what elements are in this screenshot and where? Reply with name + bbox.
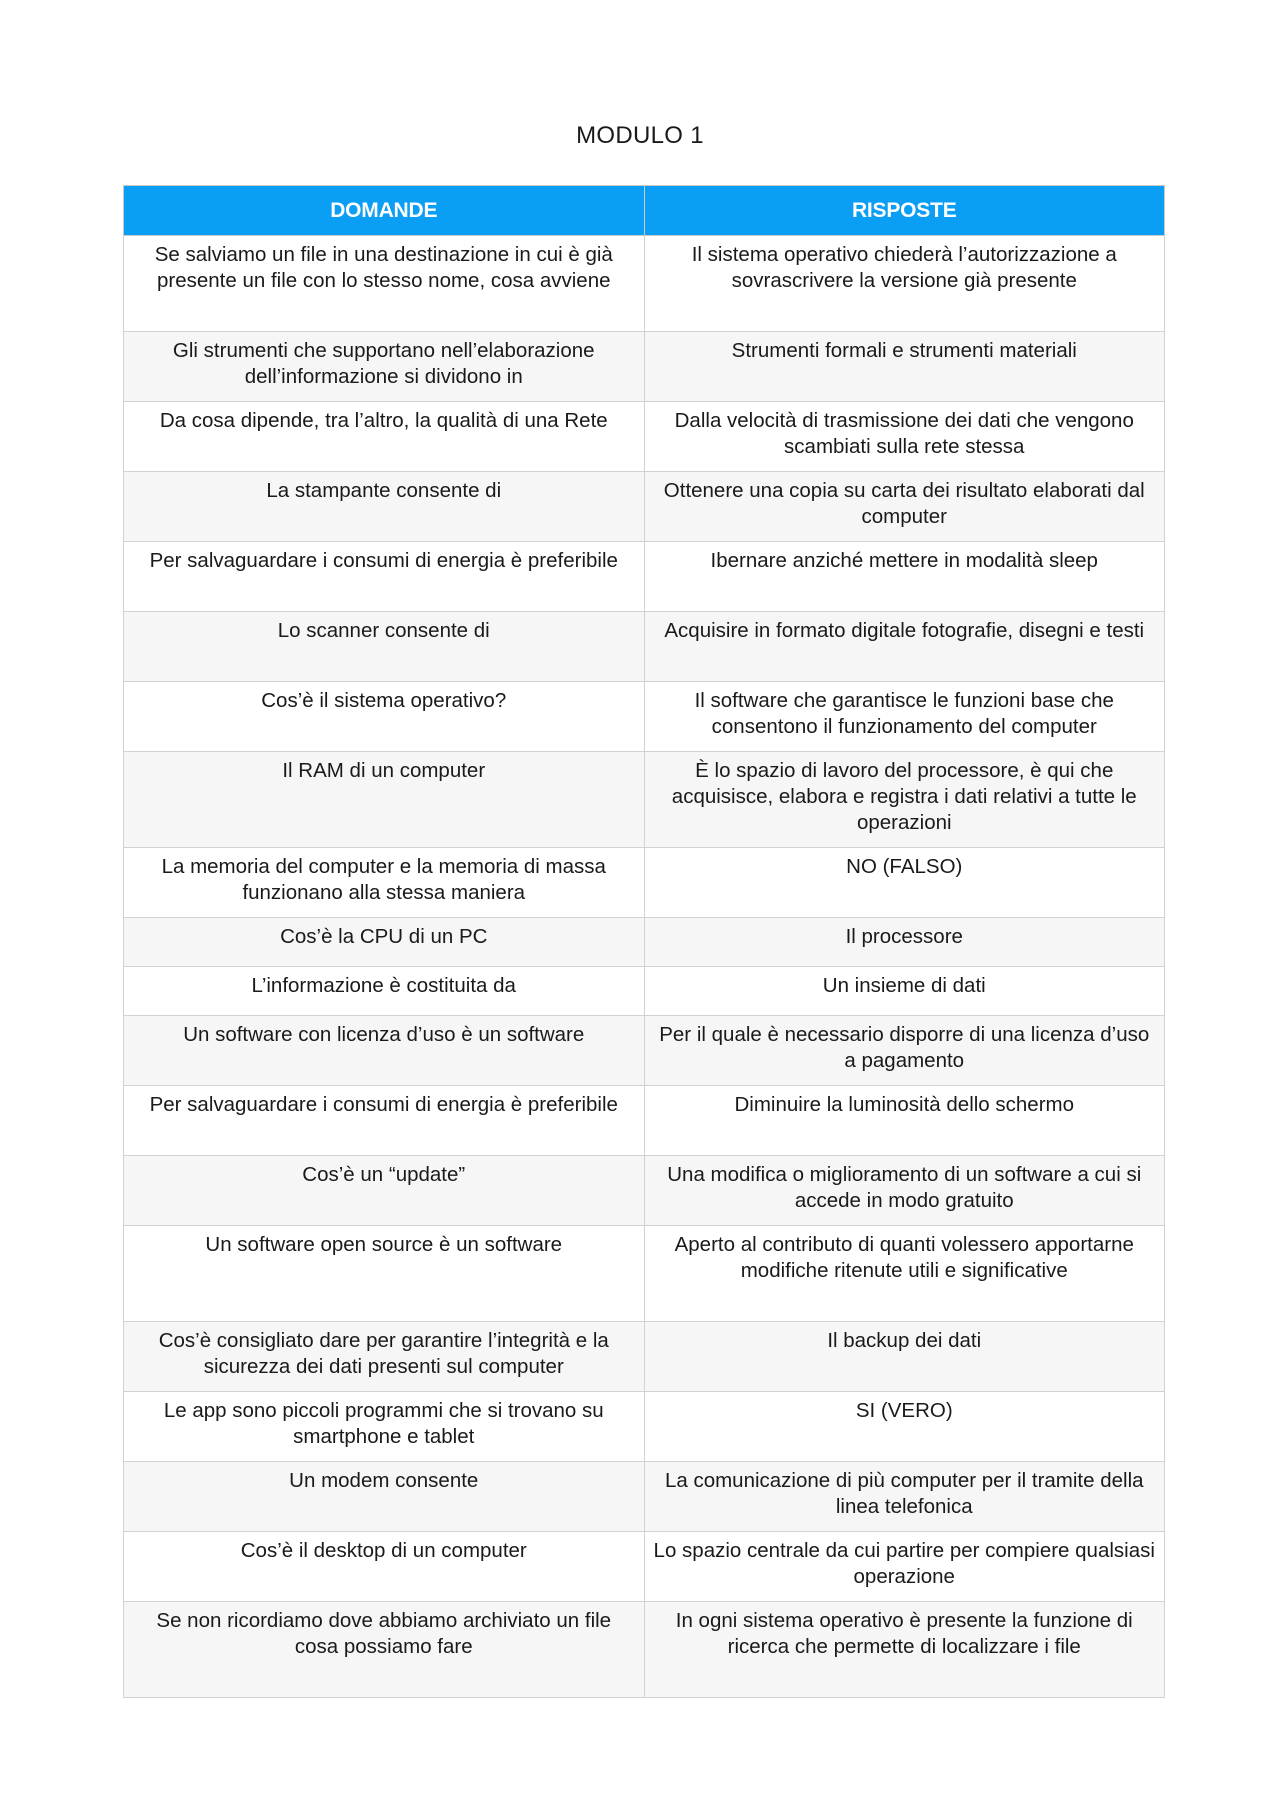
table-header-row — [124, 186, 1165, 236]
question-cell: Lo scanner consente di — [124, 612, 645, 682]
answer-cell: È lo spazio di lavoro del processore, è qui che acquisisce, elabora e registra i dati relativi a tutte le operazioni — [644, 752, 1165, 848]
table-row — [124, 472, 1165, 542]
table-row — [124, 848, 1165, 918]
question-cell: La stampante consente di — [124, 472, 645, 542]
question-cell: Per salvaguardare i consumi di energia è preferibile — [124, 1086, 645, 1156]
qa-table — [123, 185, 1165, 1698]
question-cell: Per salvaguardare i consumi di energia è preferibile — [124, 542, 645, 612]
question-cell: Le app sono piccoli programmi che si trovano su smartphone e tablet — [124, 1392, 645, 1462]
question-cell: Cos’è consigliato dare per garantire l’integrità e la sicurezza dei dati presenti sul computer — [124, 1322, 645, 1392]
header-risposte: RISPOSTE — [644, 186, 1165, 236]
answer-cell: Ibernare anziché mettere in modalità sleep — [644, 542, 1165, 612]
answer-cell: NO (FALSO) — [644, 848, 1165, 918]
table-row — [124, 402, 1165, 472]
question-cell: Da cosa dipende, tra l’altro, la qualità di una Rete — [124, 402, 645, 472]
table-row — [124, 1532, 1165, 1602]
answer-cell: SI (VERO) — [644, 1392, 1165, 1462]
answer-cell: Dalla velocità di trasmissione dei dati che vengono scambiati sulla rete stessa — [644, 402, 1165, 472]
question-cell: Cos’è un “update” — [124, 1156, 645, 1226]
question-cell: Cos’è il desktop di un computer — [124, 1532, 645, 1602]
question-cell: La memoria del computer e la memoria di massa funzionano alla stessa maniera — [124, 848, 645, 918]
question-cell: Se non ricordiamo dove abbiamo archiviato un file cosa possiamo fare — [124, 1602, 645, 1698]
answer-cell: Lo spazio centrale da cui partire per compiere qualsiasi operazione — [644, 1532, 1165, 1602]
question-cell: Gli strumenti che supportano nell’elaborazione dell’informazione si dividono in — [124, 332, 645, 402]
table-row — [124, 1156, 1165, 1226]
table-row — [124, 1016, 1165, 1086]
table-row — [124, 1226, 1165, 1322]
table-row — [124, 1322, 1165, 1392]
answer-cell: Acquisire in formato digitale fotografie, disegni e testi — [644, 612, 1165, 682]
question-cell: Se salviamo un file in una destinazione in cui è già presente un file con lo stesso nome, cosa avviene — [124, 236, 645, 332]
table-row — [124, 1392, 1165, 1462]
question-cell: L’informazione è costituita da — [124, 967, 645, 1016]
table-row — [124, 752, 1165, 848]
answer-cell: La comunicazione di più computer per il tramite della linea telefonica — [644, 1462, 1165, 1532]
question-cell: Un software con licenza d’uso è un software — [124, 1016, 645, 1086]
answer-cell: Ottenere una copia su carta dei risultato elaborati dal computer — [644, 472, 1165, 542]
table-row — [124, 967, 1165, 1016]
question-cell: Un modem consente — [124, 1462, 645, 1532]
table-row — [124, 1462, 1165, 1532]
question-cell: Cos’è la CPU di un PC — [124, 918, 645, 967]
answer-cell: Il sistema operativo chiederà l’autorizzazione a sovrascrivere la versione già presente — [644, 236, 1165, 332]
answer-cell: Un insieme di dati — [644, 967, 1165, 1016]
question-cell: Cos’è il sistema operativo? — [124, 682, 645, 752]
answer-cell: Strumenti formali e strumenti materiali — [644, 332, 1165, 402]
answer-cell: In ogni sistema operativo è presente la funzione di ricerca che permette di localizzare i file — [644, 1602, 1165, 1698]
answer-cell: Il backup dei dati — [644, 1322, 1165, 1392]
table-row — [124, 542, 1165, 612]
page-title: MODULO 1 — [576, 122, 704, 149]
question-cell: Un software open source è un software — [124, 1226, 645, 1322]
table-row — [124, 682, 1165, 752]
answer-cell: Aperto al contributo di quanti volessero apportarne modifiche ritenute utili e significative — [644, 1226, 1165, 1322]
answer-cell: Diminuire la luminosità dello schermo — [644, 1086, 1165, 1156]
table-row — [124, 236, 1165, 332]
table-row — [124, 1086, 1165, 1156]
header-domande: DOMANDE — [124, 186, 645, 236]
answer-cell: Una modifica o miglioramento di un software a cui si accede in modo gratuito — [644, 1156, 1165, 1226]
table-row — [124, 918, 1165, 967]
table-row — [124, 332, 1165, 402]
table-row — [124, 1602, 1165, 1698]
answer-cell: Per il quale è necessario disporre di una licenza d’uso a pagamento — [644, 1016, 1165, 1086]
answer-cell: Il software che garantisce le funzioni base che consentono il funzionamento del computer — [644, 682, 1165, 752]
question-cell: Il RAM di un computer — [124, 752, 645, 848]
table-row — [124, 612, 1165, 682]
answer-cell: Il processore — [644, 918, 1165, 967]
